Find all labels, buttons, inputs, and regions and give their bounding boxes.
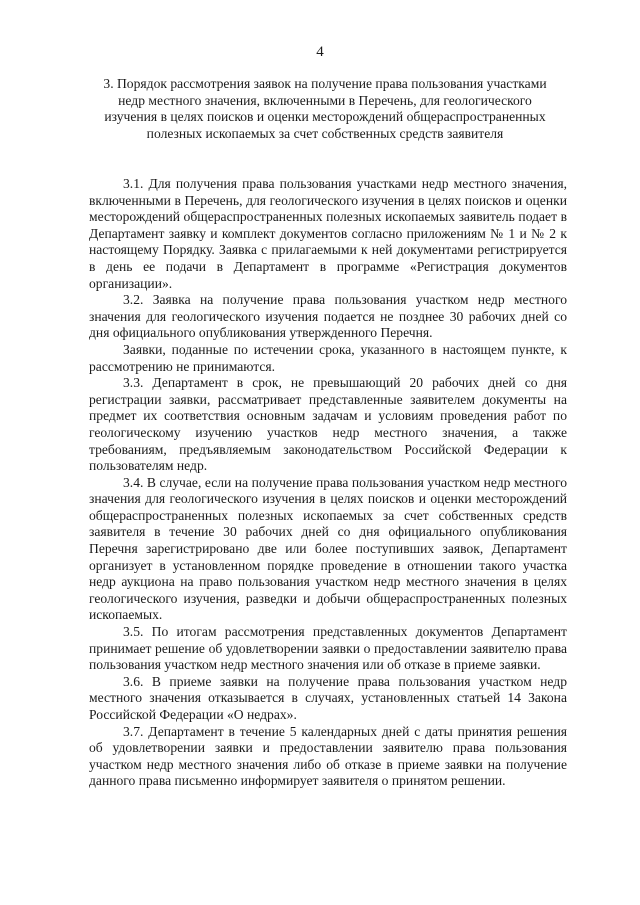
paragraph-3-3: 3.3. Департамент в срок, не превышающий 20 рабочих дней со дня регистрации заявки, рассматривает представленные заявителем документы на предмет их соответствия основным задачам и условиям проведения работ по геологическому изучению участков недр местного значения, а также требованиям, предъявляемым законодательством Российской Федерации к пользователям недр.	[89, 375, 567, 474]
document-body	[89, 176, 567, 790]
section-heading: 3. Порядок рассмотрения заявок на получение права пользования участками недр местного значения, включенными в Перечень, для геологического изучения в целях поисков и оценки месторождений общераспространенных полезных ископаемых за счет собственных средств заявителя	[103, 76, 547, 141]
paragraph-3-1: 3.1. Для получения права пользования участками недр местного значения, включенными в Перечень, для геологического изучения в целях поисков и оценки месторождений общераспространенных полезных ископаемых заявитель подает в Департамент заявку и комплект документов согласно приложениям № 1 и № 2 к настоящему Порядку. Заявка с прилагаемыми к ней документами регистрируется в день ее подачи в Департамент в программе «Регистрация документов организации».	[89, 176, 567, 291]
paragraph-3-5: 3.5. По итогам рассмотрения представленных документов Департамент принимает решение об удовлетворении заявки о предоставлении заявителю права пользования участком недр местного значения или об отказе в приеме заявки.	[89, 624, 567, 673]
paragraph-3-2-note: Заявки, поданные по истечении срока, указанного в настоящем пункте, к рассмотрению не принимаются.	[89, 341, 567, 374]
page-number: 4	[316, 44, 324, 60]
paragraph-3-6: 3.6. В приеме заявки на получение права пользования участком недр местного значения отказывается в случаях, установленных статьей 14 Закона Российской Федерации «О недрах».	[89, 673, 567, 722]
paragraph-3-2: 3.2. Заявка на получение права пользования участком недр местного значения для геологического изучения подается не позднее 30 рабочих дней со дня официального опубликования утвержденного Перечня.	[89, 292, 567, 341]
paragraph-3-4: 3.4. В случае, если на получение права пользования участком недр местного значения для геологического изучения в целях поисков и оценки месторождений общераспространенных полезных ископаемых за счет собственных средств заявителя в течение 30 рабочих дней со дня официального опубликования Перечня зарегистрировано две или более поступивших заявок, Департамент организует в установленном порядке проведение в отношении такого участка недр аукциона на право пользования участком недр местного значения в целях геологического изучения, разведки и добычи общераспространенных полезных ископаемых.	[89, 474, 567, 623]
paragraph-3-7: 3.7. Департамент в течение 5 календарных дней с даты принятия решения об удовлетворении заявки и предоставлении заявителю права пользования участком недр местного значения либо об отказе в приеме заявки на получение данного права письменно информирует заявителя о принятом решении.	[89, 723, 567, 789]
